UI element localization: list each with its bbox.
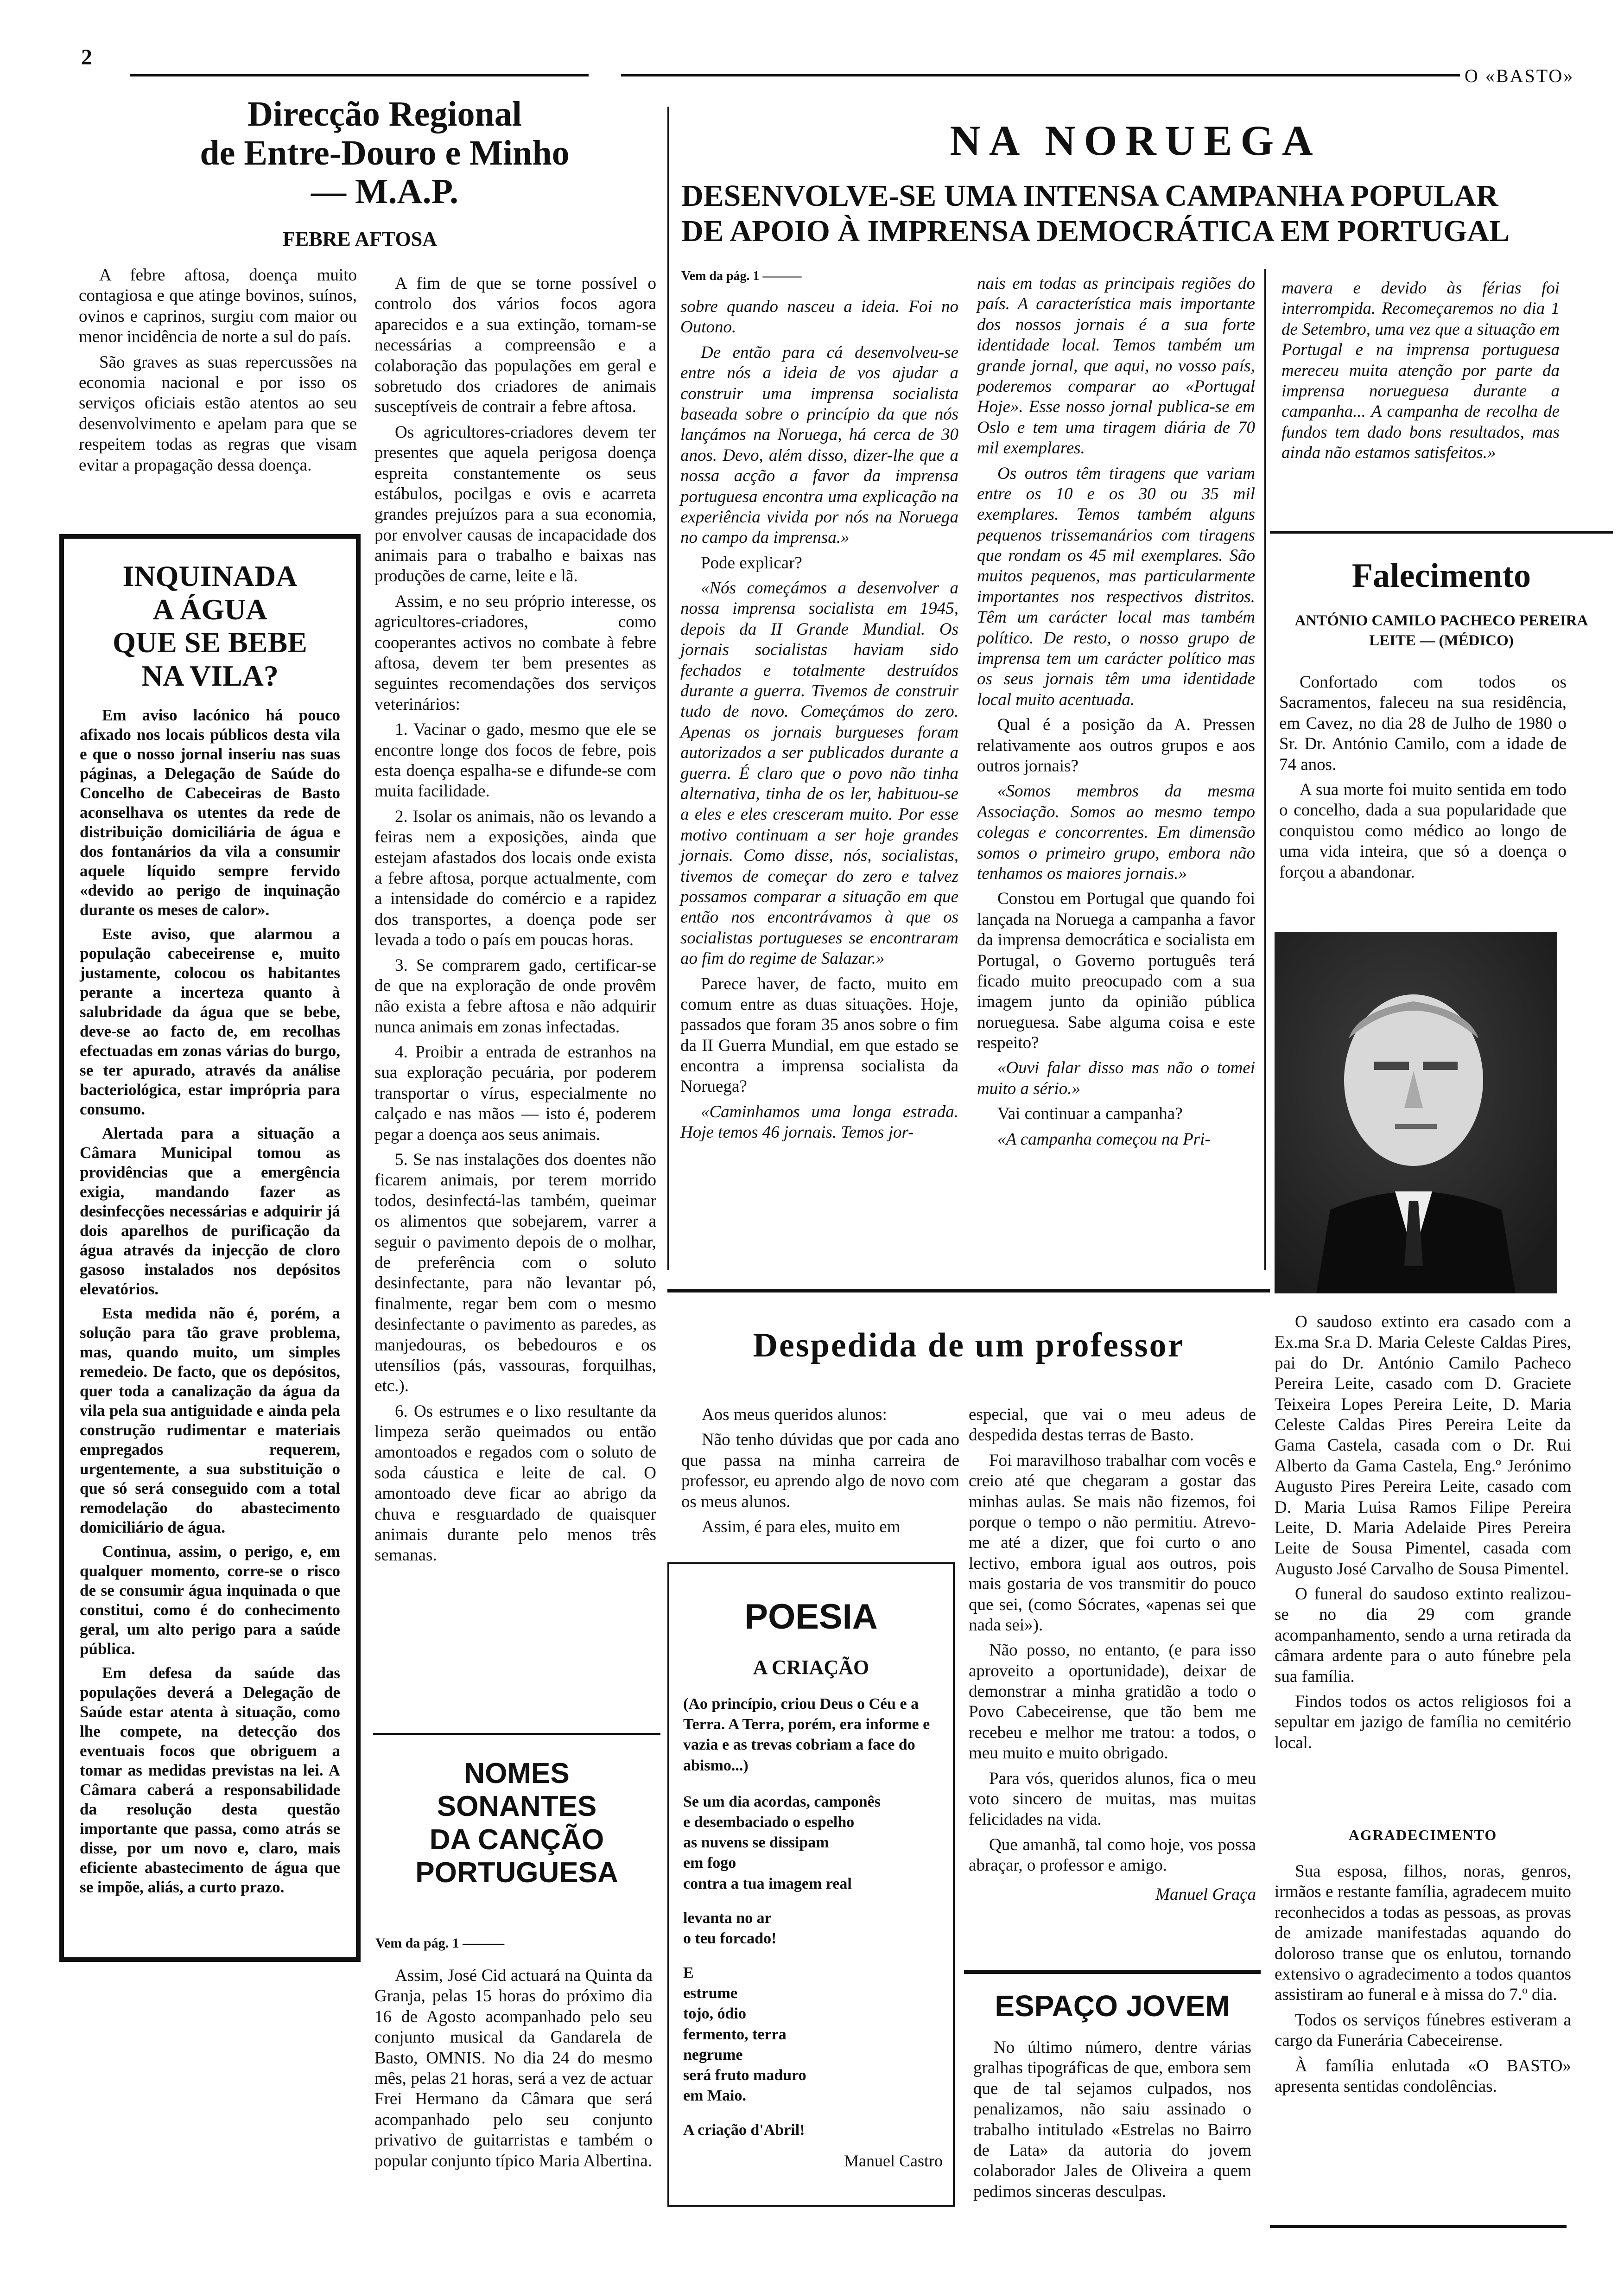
- poem-line: Se um dia acordas, camponês: [683, 1793, 881, 1810]
- noruega-paragraph: Qual é a posição da A. Pressen relativamente aos outros grupos e aos outros jornais?: [977, 715, 1255, 776]
- espaco-rule-top: [964, 1970, 1261, 1974]
- noruega-column-1: [680, 297, 958, 1148]
- agua-paragraph: Continua, assim, o perigo, e, em qualquer momento, corre-se o risco de se consumir água inquinada o que constitui, como é do conhecimento geral, um alto perigo para a saúde pública.: [80, 1542, 340, 1658]
- poesia-closing: A criação d'Abril!: [683, 2121, 805, 2139]
- noruega-continued: Vem da pág. 1 ———: [681, 269, 802, 283]
- agua-paragraph: Alertada para a situação a Câmara Municipal tomou as providências que a emergência exigia, mandando fazer as desinfecções necessárias e adquirir já dois aparelhos de purificação da água através da injecção de cloro gasoso instalados nos depósitos elevatórios.: [80, 1124, 340, 1298]
- nomes-title-line: NOMES: [464, 1757, 570, 1789]
- despedida-rule-top: [667, 1289, 1270, 1292]
- falecimento-paragraph: Findos todos os actos religiosos foi a sepultar em jazigo de família no cemitério local.: [1275, 1692, 1571, 1752]
- map-paragraph: A fim de que se torne possível o controlo dos vários focos agora aparecidos e a sua extinção, tornam-se necessárias a compreensão e a colaboração das populações em geral e sobretudo dos criadores de animais susceptíveis de contrair a febre aftosa.: [374, 274, 656, 417]
- poem-line: estrume: [683, 1985, 738, 2002]
- noruega-paragraph: mavera e devido às férias foi interrompida. Recomeçaremos no dia 1 de Setembro, uma vez que a situação em Portugal e na imprensa portuguesa mereceu muita atenção por parte da imprensa norueguesa durante a campanha... A campanha de recolha de fundos tem dado bons resultados, mas ainda não estamos satisfeitos.»: [1281, 279, 1560, 463]
- nomes-text: Assim, José Cid actuará na Quinta da Granja, pelas 15 horas do próximo dia 16 de Agosto acompanhado pelo seu conjunto musical da Gandarela de Basto, OMNIS. No dia 24 do mesmo mês, pelas 21 horas, será a vez de actuar Frei Hermano da Câmara que será acompanhado pelo seu conjunto privativo de guitarristas e também o popular conjunto típico Maria Albertina.: [374, 1966, 653, 2171]
- despedida-signature: Manuel Graça: [1155, 1885, 1256, 1904]
- despedida-paragraph: Para vós, queridos alunos, fica o meu voto sincero de muitas, mas muitas felicidades na vida.: [969, 1769, 1256, 1829]
- despedida-column-1: [681, 1405, 959, 1542]
- noruega-column-2: [977, 274, 1255, 1154]
- poesia-epigraph: (Ao princípio, criou Deus o Céu e a Terra. A Terra, porém, era informe e vazia e as trevas cobriam a face do abismo...): [683, 1695, 930, 1774]
- agua-paragraph: Em aviso lacónico há pouco afixado nos locais públicos desta vila e que o nosso jornal inseriu nas suas páginas, a Delegação de Saúde do Concelho de Cabeceiras de Basto aconselhava os utentes da rede de distribuição domiciliária de água e dos fontanários da vila a consumir aquele líquido sempre fervido «devido ao perigo de inquinação durante os meses de calor».: [80, 706, 340, 919]
- noruega-paragraph: Pode explicar?: [701, 553, 802, 573]
- poem-line: em fogo: [683, 1854, 736, 1872]
- poem-line: contra a tua imagem real: [683, 1875, 852, 1892]
- agua-title-line: A ÁGUA: [152, 592, 267, 626]
- falecimento-body-top: [1279, 672, 1567, 887]
- agua-title-line: NA VILA?: [141, 659, 279, 693]
- agradecimento-paragraph: Todos os serviços fúnebres estiveram a cargo da Funerária Cabeceirense.: [1275, 2010, 1571, 2050]
- noruega-paragraph: De então para cá desenvolveu-se entre nós a ideia de vos ajudar a construir uma imprensa socialista baseada sobre o princípio da que nós lançámos na Noruega, há cerca de 30 anos. Devo, além disso, dizer-lhe que a nossa acção a favor da imprensa portuguesa encontra uma explicação na experiência vivida por nós na Noruega no campo da imprensa.»: [680, 343, 958, 548]
- map-column-1: [79, 265, 357, 480]
- poesia-body: [683, 1694, 943, 2171]
- falecimento-paragraph: Confortado com todos os Sacramentos, faleceu na sua residência, em Cavez, no dia 28 de Julho de 1980 o Sr. Dr. António Camilo, com a idade de 74 anos.: [1279, 673, 1567, 774]
- nomes-title-line: PORTUGUESA: [415, 1856, 618, 1889]
- map-paragraph: 5. Se nas instalações dos doentes não ficarem animais, por terem morrido todos, desinfectá-las também, queimar os alimentos que sobejarem, varrer a seguir o pavimento depois de o molhar, de preferência com o soluto desinfectante, para não levantar pó, finalmente, regar bem com o mesmo desinfectante o pavimento as paredes, as manjedouras, os bebedouros e os utensílios (pás, vassouras, forquilhas, etc.).: [374, 1150, 656, 1396]
- map-paragraph: 3. Se comprarem gado, certificar-se de que na exploração de onde provêm não exista a febre aftosa e não adquirir nunca animais em zonas infectadas.: [374, 955, 656, 1037]
- poem-line: e desembaciado o espelho: [683, 1813, 855, 1831]
- map-subtitle: FEBRE AFTOSA: [283, 228, 437, 250]
- noruega-left-rule: [667, 107, 669, 1270]
- nomes-title-line: SONANTES: [437, 1790, 597, 1823]
- agradecimento-paragraph: À família enlutada «O BASTO» apresenta sentidas condolências.: [1275, 2056, 1571, 2096]
- noruega-paragraph: nais em todas as principais regiões do país. A característica mais importante dos nossos jornais é a sua forte identidade local. Temos também um grande jornal, que aqui, no vosso país, poderemos comparar ao «Portugal Hoje». Esse nosso jornal publica-se em Oslo e tem uma tiragem diária de 70 mil exemplares.: [977, 274, 1255, 458]
- noruega-headline: [681, 178, 1599, 249]
- falecimento-name: ANTÓNIO CAMILO PACHECO PEREIRA LEITE — (MÉDICO): [1294, 612, 1588, 649]
- noruega-paragraph: sobre quando nasceu a ideia. Foi no Outono.: [680, 297, 958, 337]
- poem-line: em Maio.: [683, 2087, 746, 2105]
- nomes-continued: Vem da pág. 1 ———: [375, 1935, 505, 1951]
- poesia-subtitle: A CRIAÇÃO: [753, 1656, 869, 1679]
- falecimento-title: Falecimento: [1351, 557, 1531, 595]
- falecimento-body-bottom: [1275, 1312, 1571, 1758]
- espaco-title: ESPAÇO JOVEM: [995, 1989, 1230, 2023]
- noruega-kicker: NA NORUEGA: [950, 117, 1321, 164]
- map-title-line2: de Entre-Douro e Minho: [200, 133, 570, 172]
- map-title: [153, 95, 616, 211]
- map-paragraph: A febre aftosa, doença muito contagiosa e que atinge bovinos, suínos, ovinos e caprinos, surgiu com maior ou menor incidência de norte a sul do país.: [79, 266, 357, 347]
- noruega-paragraph: «Somos membros da mesma Associação. Somos ao mesmo tempo colegas e concorrentes. Em dimensão somos o primeiro grupo, embora não tenhamos os maiores jornais.»: [977, 782, 1255, 883]
- poem-line: o teu forcado!: [683, 1929, 777, 1947]
- agua-paragraph: Este aviso, que alarmou a população cabeceirense e, muito justamente, colocou os habitantes perante a incerteza quanto à salubridade da água que se bebe, deve-se ao facto de, em recolhas efectuadas em zonas várias do burgo, se ter apurado, através da análise bacteriológica, estar imprópria para consumo.: [80, 925, 340, 1118]
- poesia-title: POESIA: [744, 1597, 878, 1636]
- nomes-title-line: DA CANÇÃO: [429, 1823, 604, 1856]
- agua-title: [64, 560, 356, 693]
- poem-line: fermento, terra: [683, 2025, 787, 2043]
- noruega-paragraph: Constou em Portugal que quando foi lançada na Noruega a campanha a favor da imprensa democrática e socialista em Portugal, o Governo português terá ficado muito preocupado com a sua imagem junto da opinião pública norueguesa. Sabe alguma coisa e este respeito?: [977, 889, 1255, 1053]
- noruega-paragraph: Vai continuar a campanha?: [997, 1104, 1183, 1124]
- espaco-body: [973, 2037, 1251, 2207]
- falecimento-paragraph: O saudoso extinto era casado com a Ex.ma Sr.a D. Maria Celeste Caldas Pires, pai do Dr. António Camilo Pacheco Pereira Leite, casado com D. Graciete Teixeira Lopes Pereira Leite, D. Maria Celeste Caldas Pires Pereira Leite da Gama Castela, casada com o Dr. Rui Alberto da Gama Castela, Eng.º Jerónimo Augusto Pires Pereira Leite, casado com D. Maria Luisa Ramos Filipe Pereira Leite, D. Maria Adelaide Pires Pereira Leite de Sousa Pimentel, casada com Augusto José Carvalho de Sousa Pimentel.: [1275, 1312, 1571, 1579]
- falecimento-rule-top: [1270, 531, 1613, 534]
- despedida-paragraph: Que amanhã, tal como hoje, vos possa abraçar, o professor e amigo.: [969, 1835, 1256, 1875]
- noruega-paragraph: Os outros têm tiragens que variam entre os 10 e os 30 ou 35 mil exemplares. Temos também alguns pequenos trissemanários com tiragens que rondam os 45 mil exemplares. São muitos pequenos, mas particularmente importantes nos respectivos distritos. Têm um carácter local mas também político. De resto, o nosso grupo de imprensa tem um carácter político mas os seus jornais têm uma identidade local muito acentuada.: [977, 464, 1255, 709]
- despedida-column-2: [969, 1405, 1256, 1910]
- header-rule-left: [130, 74, 589, 76]
- noruega-paragraph: «Nós começámos a desenvolver a nossa imprensa socialista em 1945, depois da II Grande Mundial. Os jornais socialistas haviam sido fechados e totalmente destruídos durante a guerra. Tivemos de construir tudo de novo. Começámos do zero. Apenas os jornais burgueses foram autorizados a ser publicados durante a guerra. É claro que o povo não tinha alternativa, tinha de os ler, habituou-se a eles e eles cresceram muito. Por esse motivo continuam a ser hoje grandes jornais. Como disse, nós, socialistas, tivemos de começar do zero e talvez possamos comparar a situação em que então nos encontrávamos à que os socialistas portugueses se encontraram ao fim do regime de Salazar.»: [680, 579, 958, 968]
- despedida-paragraph: Aos meus queridos alunos:: [702, 1405, 887, 1424]
- agua-title-line: QUE SE BEBE: [113, 626, 307, 659]
- falecimento-paragraph: A sua morte foi muito sentida em todo o concelho, dada a sua popularidade que conquistou como médico ao longo de uma vida inteira, que só a doença o forçou a abandonar.: [1279, 780, 1567, 882]
- noruega-headline-line1: DESENVOLVE-SE UMA INTENSA CAMPANHA POPULAR: [681, 179, 1498, 213]
- nomes-rule-top: [373, 1733, 660, 1735]
- poesia-box: [667, 1562, 955, 2207]
- map-title-line3: — M.A.P.: [311, 172, 459, 211]
- agua-paragraph: Esta medida não é, porém, a solução para tão grave problema, mas, quando muito, um simples remedeio. De facto, que os depósitos, quer toda a canalização da água da vila pela sua antiguidade e ainda pela construção rudimentar e materiais empregados requerem, urgentemente, a sua substituição o que só será conseguido com a total remodelação do abastecimento domiciliário de água.: [80, 1304, 340, 1536]
- noruega-col-rule: [1264, 269, 1266, 1270]
- nomes-title: [373, 1757, 660, 1889]
- despedida-title: Despedida de um professor: [753, 1326, 1185, 1364]
- map-title-line1: Direcção Regional: [247, 95, 522, 134]
- portrait-icon: [1275, 932, 1557, 1293]
- agua-box: [59, 534, 361, 1962]
- poem-line: levanta no ar: [683, 1909, 772, 1927]
- poem-line: E: [683, 1964, 694, 1982]
- despedida-paragraph: Foi maravilhoso trabalhar com vocês e creio até que chegaram a gostar das minhas aulas. Se mais não fizemos, foi porque o tempo o não permitiu. Atrevo-me até a dizer, que foi curto o ano lectivo, embora igual aos outros, pois mais gostaria de vos transmitir do pouco que sei, (como Sócrates, «apenas sei que nada sei»).: [969, 1451, 1256, 1635]
- noruega-paragraph: Parece haver, de facto, muito em comum entre as duas situações. Hoje, passados que foram 35 anos sobre o fim da II Guerra Mundial, em que estado se encontra a imprensa socialista da Noruega?: [680, 974, 958, 1096]
- espaco-text: No último número, dentre várias gralhas tipográficas de que, embora sem que de tal sejamos culpados, nos penalizamos, não saiu assinado o trabalho intitulado «Estrelas no Bairro de Lata» da autoria do jovem colaborador Jales de Oliveira a quem pedimos sinceras desculpas.: [973, 2038, 1251, 2201]
- poesia-author: Manuel Castro: [844, 2151, 943, 2170]
- map-paragraph: 6. Os estrumes e o lixo resultante da limpeza serão queimados ou então amontoados e regados com o soluto de soda cáustica e leite de cal. O amontoado deve ficar ao abrigo da chuva e resguardado de quaisquer animais durante pelo menos três semanas.: [374, 1401, 656, 1565]
- despedida-paragraph: especial, que vai o meu adeus de despedida destas terras de Basto.: [969, 1405, 1256, 1445]
- paper-name: O «BASTO»: [1465, 65, 1574, 86]
- agua-body: [80, 706, 340, 1902]
- map-paragraph: Os agricultores-criadores devem ter presentes que aquela perigosa doença espreita constantemente os seus estábulos, pocilgas e ovis e acarreta grandes prejuízos para a sua economia, por envolver causas de incapacidade dos animais para o trabalho e baixas nas produções de carne, leite e lã.: [374, 422, 656, 586]
- noruega-column-3: [1281, 278, 1560, 468]
- map-paragraph: Assim, e no seu próprio interesse, os agricultores-criadores, como cooperantes activos no combate à febre aftosa, devem ter bem presentes as seguintes recomendações dos serviços veterinários:: [374, 592, 656, 714]
- noruega-paragraph: «Caminhamos uma longa estrada. Hoje temos 46 jornais. Temos jor-: [680, 1102, 958, 1142]
- falecimento-rule-bottom: [1270, 2225, 1567, 2228]
- noruega-paragraph: «A campanha começou na Pri-: [997, 1129, 1211, 1149]
- map-paragraph: São graves as suas repercussões na economia nacional e por isso os serviços oficiais estão atentos ao seu desenvolvimento e apelam para que se respeitem todas as regras que visam evitar a propagação dessa doença.: [79, 352, 357, 475]
- header-rule-right: [621, 74, 1460, 76]
- nomes-body: [374, 1966, 653, 2176]
- noruega-paragraph: «Ouvi falar disso mas não o tomei muito a sério.»: [977, 1058, 1255, 1098]
- agradecimento-paragraph: Sua esposa, filhos, noras, genros, irmãos e restante família, agradecem muito reconhecidos a todas as pessoas, as provas de amizade manifestadas aquando do doloroso transe que os enlutou, tornando extensivo o agradecimento a todos quantos assistiram ao funeral e à missa do 7.º dia.: [1275, 1862, 1571, 2005]
- despedida-paragraph: Não posso, no entanto, (e para isso aproveito a oportunidade), deixar de demonstrar a minha gratidão a todo o Povo Cabeceirense, que tão bem me recebeu e melhor me tratou: a todos, o meu muito e muito obrigado.: [969, 1641, 1256, 1763]
- poem-line: negrume: [683, 2046, 743, 2063]
- poem-line: tojo, ódio: [683, 2005, 746, 2023]
- despedida-paragraph: Assim, é para eles, muito em: [702, 1517, 901, 1536]
- map-paragraph: 1. Vacinar o gado, mesmo que ele se encontre longe dos focos de febre, pois esta doença espalha-se e difunde-se com muita facilidade.: [374, 720, 656, 801]
- falecimento-paragraph: O funeral do saudoso extinto realizou-se no dia 29 com grande acompanhamento, sendo a urna retirada da câmara ardente para o auto fúnebre pela sua família.: [1275, 1585, 1571, 1686]
- map-paragraph: 4. Proibir a entrada de estranhos na sua exploração pecuária, por poderem transportar o vírus, especialmente no calçado e nas mãos — isto é, poderem pegar a doença aos seus animais.: [374, 1043, 656, 1144]
- despedida-paragraph: Não tenho dúvidas que por cada ano que passa na minha carreira de professor, eu aprendo algo de novo com os meus alunos.: [681, 1430, 959, 1511]
- portrait-photo: [1275, 932, 1557, 1293]
- agua-paragraph: Em defesa da saúde das populações deverá a Delegação de Saúde estar atenta à situação, como lhe compete, na detecção dos eventuais focos que obriguem a tomar as medidas previstas na lei. A Câmara caberá a responsabilidade da resolução desta questão importante que passa, como atrás se disse, por um novo e, claro, mais eficiente abastecimento de água que se impõe, aliás, a curto prazo.: [80, 1664, 340, 1896]
- map-paragraph: 2. Isolar os animais, não os levando a feiras nem a exposições, ainda que estejam afastados dos locais onde exista a febre aftosa, porque actualmente, com a intensidade do comércio e a rapidez dos transportes, a doença pode ser levada a todo o país em poucas horas.: [374, 807, 656, 950]
- poem-line: será fruto maduro: [683, 2067, 806, 2084]
- map-column-2: [374, 274, 656, 1571]
- poem-line: as nuvens se dissipam: [683, 1834, 829, 1852]
- noruega-headline-line2: DE APOIO À IMPRENSA DEMOCRÁTICA EM PORTUGAL: [681, 214, 1510, 248]
- agua-title-line: INQUINADA: [122, 560, 298, 592]
- page-number: 2: [81, 45, 92, 70]
- agradecimento-body: [1275, 1861, 1571, 2101]
- agradecimento-title: AGRADECIMENTO: [1348, 1827, 1497, 1843]
